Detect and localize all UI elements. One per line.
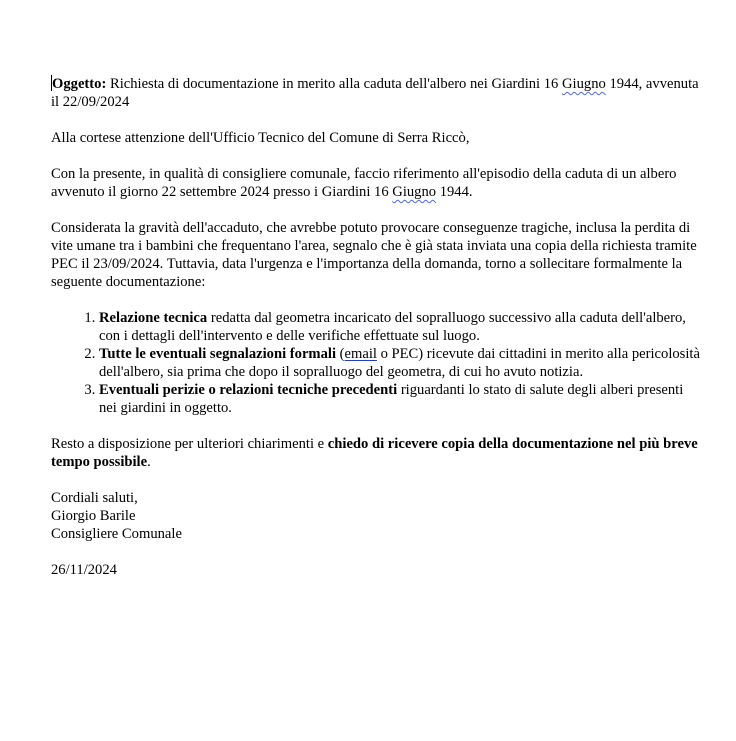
list-item-title: Eventuali perizie o relazioni tecniche precedenti (99, 382, 398, 398)
list-item (99, 345, 701, 381)
closing-end: . (147, 454, 151, 470)
document-body[interactable] (51, 75, 701, 597)
signature-role: Consigliere Comunale (51, 526, 182, 542)
closing-paragraph (51, 435, 701, 471)
salutation: Alla cortese attenzione dell'Ufficio Tecnico del Comune di Serra Riccò, (51, 130, 470, 146)
list-item (99, 309, 701, 345)
closing-text: Resto a disposizione per ulteriori chiarimenti e (51, 436, 328, 452)
list-item-text: riguardanti lo stato di salute degli alberi presenti nei giardini in oggetto. (99, 382, 684, 416)
signature-name: Giorgio Barile (51, 508, 136, 524)
signature-greeting: Cordiali saluti, (51, 490, 138, 506)
subject-label: Oggetto: (52, 76, 107, 92)
email-spellcheck-word[interactable]: email (344, 346, 377, 362)
paragraph-context: Considerata la gravità dell'accaduto, che avrebbe potuto provocare conseguenze tragiche, inclusa la perdita di vite umane tra i bambini che frequentano l'area, segnalo che è già stata inviata una copia della richiesta tramite PEC il 23/09/2024. Tuttavia, data l'urgenza e l'importanza della domanda, torno a sollecitare formalmente la seguente documentazione: (51, 220, 697, 290)
subject-text-before: Richiesta di documentazione in merito alla caduta dell'albero nei Giardini 16 (106, 76, 563, 92)
paragraph-intro-after: 1944. (436, 184, 473, 200)
document-date: 26/11/2024 (51, 562, 117, 578)
list-item-text-after: o PEC) ricevute dai cittadini in merito alla pericolosità dell'albero, sia prima che dopo il sopralluogo del geometra, di cui ho avuto notizia. (99, 346, 700, 380)
list-item-title: Tutte le eventuali segnalazioni formali (99, 346, 336, 362)
documentation-request-list (51, 309, 701, 417)
paragraph-intro-spellcheck-word[interactable]: Giugno (392, 184, 437, 200)
paragraph-intro (51, 165, 701, 201)
list-item (99, 381, 701, 417)
list-item-title: Relazione tecnica (99, 310, 208, 326)
list-item-text-before: ( (336, 346, 345, 362)
subject-text-after: 1944, avvenuta il 22/09/2024 (51, 76, 699, 110)
signature-block (51, 489, 701, 543)
subject-spellcheck-word[interactable]: Giugno (562, 76, 606, 92)
paragraph-intro-before: Con la presente, in qualità di consigliere comunale, faccio riferimento all'episodio della caduta di un albero avvenuto il giorno 22 settembre 2024 presso i Giardini 16 (51, 166, 677, 200)
subject-line (51, 75, 701, 111)
closing-bold-request: chiedo di ricevere copia della documentazione nel più breve tempo possibile (51, 436, 698, 470)
list-item-text: redatta dal geometra incaricato del sopralluogo successivo alla caduta dell'albero, con i dettagli dell'intervento e delle verifiche effettuate sul luogo. (99, 310, 686, 344)
